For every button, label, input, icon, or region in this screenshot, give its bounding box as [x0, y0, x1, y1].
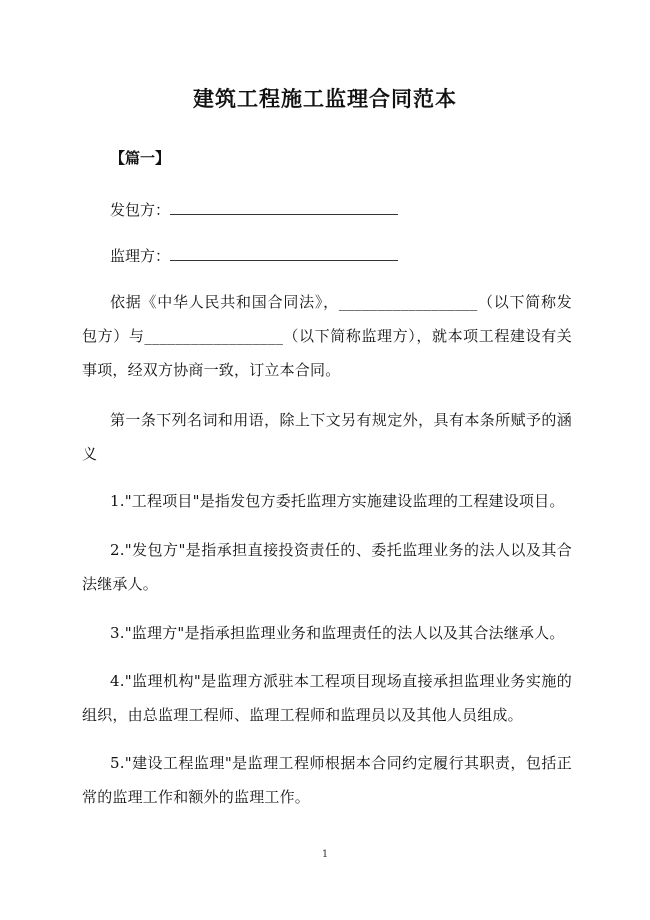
employer-field — [110, 198, 398, 222]
document-title: 建筑工程施工监理合同范本 — [193, 87, 457, 111]
article-1-heading: 第一条下列名词和用语，除上下文另有规定外，具有本条所赋予的涵义 — [82, 411, 572, 463]
definition-3: 3."监理方"是指承担监理业务和监理责任的法人以及其合法继承人。 — [110, 624, 565, 642]
section-label: 【篇一】 — [110, 149, 171, 167]
definition-5: 5."建设工程监理"是监理工程师根据本合同约定履行其职责，包括正常的监理工作和额外的监理工作。 — [82, 754, 572, 806]
supervisor-label: 监理方： — [110, 247, 171, 265]
supervisor-blank-line — [170, 246, 398, 261]
supervisor-field — [110, 244, 398, 268]
intro-paragraph: 依据《中华人民共和国合同法》，__________________（以下简称发包方）与__________________（以下简称监理方），就本项工程建设有关事项，经双方协商一致，订立本合同。 — [82, 293, 572, 379]
definition-2: 2."发包方"是指承担直接投资责任的、委托监理业务的法人以及其合法继承人。 — [82, 541, 572, 593]
employer-blank-line — [170, 200, 398, 215]
page-number: 1 — [321, 849, 329, 860]
employer-label: 发包方： — [110, 201, 171, 219]
definition-1: 1."工程项目"是指发包方委托监理方实施建设监理的工程建设项目。 — [110, 492, 565, 510]
definition-4: 4."监理机构"是监理方派驻本工程项目现场直接承担监理业务实施的组织，由总监理工程师、监理工程师和监理员以及其他人员组成。 — [82, 672, 572, 724]
